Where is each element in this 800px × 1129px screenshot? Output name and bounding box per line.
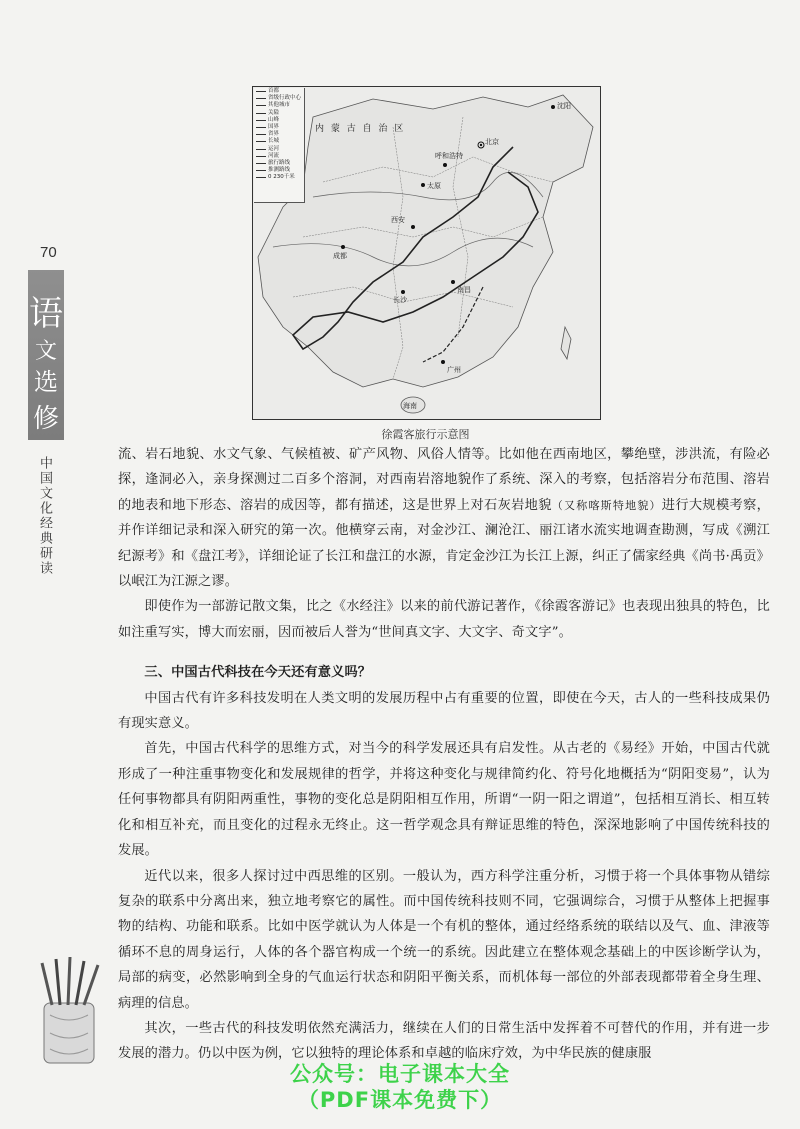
map-label-city: 呼和浩特 <box>435 152 463 160</box>
legend-item: 旅行路线 <box>254 160 304 167</box>
paragraph: 即使作为一部游记散文集，比之《水经注》以来的前代游记著作，《徐霞客游记》也表现出独具的特色，比如注重写实，博大而宏丽，因而被后人誉为“世间真文字、大文字、奇文字”。 <box>118 599 770 640</box>
figure-caption: 徐霞客旅行示意图 <box>381 428 470 441</box>
map-legend <box>254 88 305 203</box>
map-label-city: 广州 <box>447 366 461 374</box>
legend-item: 省界 <box>254 131 304 138</box>
legend-item: 首都 <box>254 88 304 95</box>
legend-item: 长城 <box>254 138 304 145</box>
paragraph: 其次，一些古代的科技发明依然充满活力，继续在人们的日常生活中发挥着不可替代的作用，并有进一步发展的潜力。仍以中医为例，它以独特的理论体系和卓越的临床疗效，为中华民族的健康服 <box>118 1020 770 1062</box>
paragraph: 近代以来，很多人探讨过中西思维的区别。一般认为，西方科学注重分析，习惯于将一个具体事物从错综复杂的联系中分离出来，独立地考察它的属性。而中国传统科技则不同，它强调综合，习惯于从整体上把握事物的结构、功能和联系。比如中医学就认为人体是一个有机的整体，通过经络系统的联结以及气、血、津液等循环不息的周身运行，人体的各个器官构成一个统一的系统。因此建立在整体观念基础上的中医诊断学认为，局部的病变，必然影响到全身的气血运行状态和阴阳平衡关系，而机体每一部位的外部表现都带着全身生理、病理的信息。 <box>118 868 770 1011</box>
side-band <box>28 270 64 440</box>
map-label-city: 长沙 <box>393 296 407 304</box>
legend-item: 山峰 <box>254 117 304 124</box>
paragraph-text: 进行大规模考察，并作详细记录和深入研究的第一次。他横穿云南，对金沙江、澜沧江、丽江诸水流实地调查勘测，写成《溯江纪源考》和《盘江考》，详细论证了长江和盘江的水源，肯定金沙江为长江上源，纠正了儒家经典《尚书·禹贡》以岷江为江源之谬。 <box>118 497 770 590</box>
section-heading: 三、中国古代科技在今天还有意义吗？ <box>144 665 372 681</box>
body-text <box>118 442 770 1067</box>
travel-map <box>252 86 601 420</box>
paragraph <box>118 442 770 594</box>
legend-item: 省级行政中心 <box>254 95 304 102</box>
map-label-city: 南昌 <box>457 286 471 294</box>
legend-item: 其他城市 <box>254 102 304 109</box>
paragraph: 首先，中国古代科学的思维方式，对当今的科学发展还具有启发性。从古老的《易经》开始，中国古代就形成了一种注重事物变化和发展规律的哲学，并将这种变化与规律简约化、符号化地概括为“阴阳变易”，认为任何事物都具有阴阳两重性，事物的变化总是阴阳相互作用，所谓“一阴一阳之谓道”，包括相互消长、相互转化和相互补充，而且变化的过程永无终止。这一哲学观念具有辩证思维的特色，深深地影响了中国传统科技的发展。 <box>118 741 770 859</box>
side-band-char: 修 <box>32 404 59 434</box>
side-band-char: 文 <box>34 339 57 364</box>
side-label: 中国文化经典研读 <box>37 456 52 576</box>
map-label-city: 沈阳 <box>557 102 571 110</box>
paragraph-text: 流、岩石地貌、水文气象、气候植被、矿产风物、风俗人情等。比如他在西南地区，攀绝壁，涉洪流，有险必探，逢洞必入，亲身探测过二百多个溶洞，对西南岩溶地貌作了系统、深入的考察，包括溶岩分布范围、溶岩的地表和地下形态、溶岩的成因等，都有描述，这是世界上对石灰岩地貌 <box>118 447 770 513</box>
legend-item: 国界 <box>254 124 304 131</box>
watermark-line: 公众号：电子课本大全 <box>290 1062 510 1086</box>
map-label-city: 太原 <box>427 182 441 190</box>
legend-item: 0 230千米 <box>254 174 304 181</box>
map-label-region: 内 蒙 古 自 治 区 <box>315 124 406 134</box>
paragraph-note: （又称喀斯特地貌） <box>551 498 662 512</box>
map-label-region: 海南 <box>403 402 417 410</box>
legend-item: 推测路线 <box>254 167 304 174</box>
map-label-city: 西安 <box>391 216 405 224</box>
map-label-city: 成都 <box>333 252 347 260</box>
side-band-char: 语 <box>29 294 63 334</box>
map-label-city: 北京 <box>485 138 499 146</box>
map-drawing <box>253 87 600 419</box>
side-band-char: 选 <box>34 368 58 396</box>
legend-item: 河流 <box>254 153 304 160</box>
watermark-line: （PDF课本免费下） <box>297 1088 503 1112</box>
legend-item: 运河 <box>254 146 304 153</box>
page-number: 70 <box>40 244 57 261</box>
brush-holder-image <box>30 955 110 1065</box>
legend-item: 关隘 <box>254 110 304 117</box>
paragraph: 中国古代有许多科技发明在人类文明的发展历程中占有重要的位置，即使在今天，古人的一些科技成果仍有现实意义。 <box>118 690 770 732</box>
